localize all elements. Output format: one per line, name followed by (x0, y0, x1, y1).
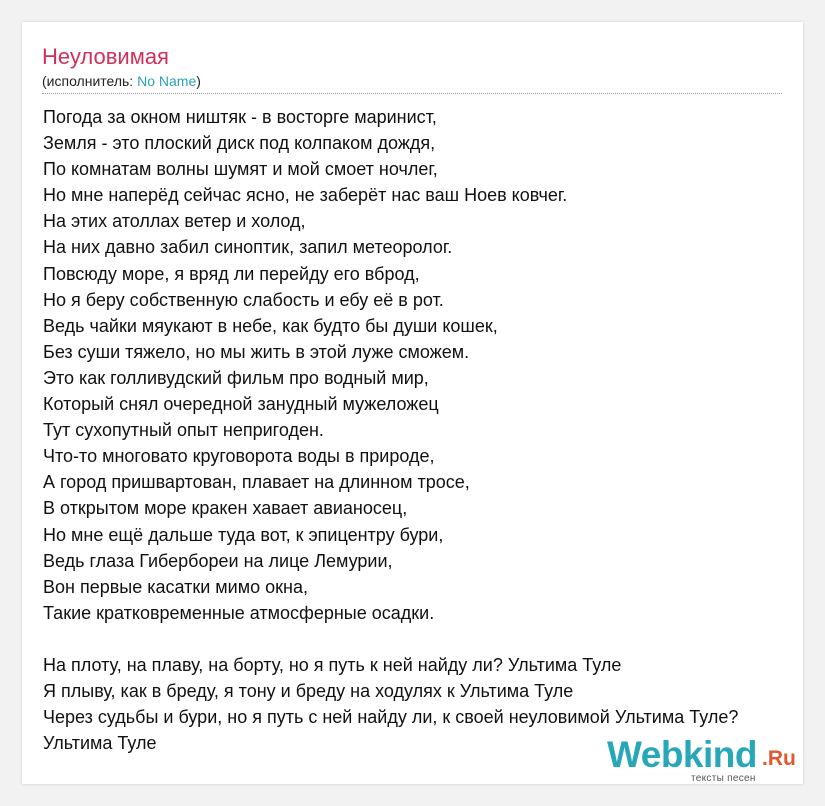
lyrics-line: Повсюду море, я вряд ли перейду его вброд, (43, 263, 420, 284)
artist-line (42, 73, 201, 89)
stanza-gap (43, 626, 803, 652)
artist-prefix: (исполнитель: (42, 73, 138, 89)
lyrics-line: На плоту, на плаву, на борту, но я путь к ней найду ли? Ультима Туле (43, 654, 622, 675)
lyrics-line: А город пришвартован, плавает на длинном тросе, (43, 472, 470, 493)
lyrics-line: Что-то многовато круговорота воды в природе, (43, 446, 435, 467)
lyrics-line: Такие кратковременные атмосферные осадки. (43, 602, 435, 623)
lyrics-card (22, 22, 803, 784)
lyrics-line: На них давно забил синоптик, запил метеоролог. (43, 237, 453, 258)
song-title: Неуловимая (42, 44, 169, 69)
artist-suffix: ) (196, 73, 201, 89)
lyrics-line: Ультима Туле (43, 733, 157, 754)
lyrics-line: Тут сухопутный опыт непригоден. (43, 420, 324, 441)
lyrics-line: Но я беру собственную слабость и ебу её в рот. (43, 289, 444, 310)
lyrics-line: Земля - это плоский диск под колпаком дождя, (43, 133, 436, 154)
lyrics-line: Который снял очередной занудный мужеложец (43, 394, 439, 415)
logo-word: Webkind (607, 734, 757, 775)
lyrics-line: На этих атоллах ветер и холод, (43, 211, 306, 232)
lyrics-text (43, 104, 803, 756)
webkind-logo[interactable] (607, 734, 803, 784)
lyrics-line: Погода за окном ништяк - в восторге маринист, (43, 107, 437, 127)
lyrics-line: В открытом море кракен хавает авианосец, (43, 498, 408, 519)
lyrics-line: Но мне наперёд сейчас ясно, не заберёт нас ваш Ноев ковчег. (43, 185, 568, 206)
lyrics-line: Я плыву, как в бреду, я тону и бреду на ходулях к Ультима Туле (43, 681, 574, 702)
lyrics-line: Вон первые касатки мимо окна, (43, 576, 308, 597)
lyrics-line: Через судьбы и бури, но я путь с ней найду ли, к своей неуловимой Ультима Туле? (43, 707, 739, 728)
lyrics-line: Без суши тяжело, но мы жить в этой луже сможем. (43, 341, 470, 362)
lyrics-line: Это как голливудский фильм про водный мир, (43, 367, 429, 388)
lyrics-line: Ведь чайки мяукают в небе, как будто бы души кошек, (43, 315, 498, 336)
artist-link[interactable]: No Name (137, 73, 197, 89)
lyrics-line: Но мне ещё дальше туда вот, к эпицентру бури, (43, 524, 444, 545)
lyrics-line: Ведь глаза Гибербореи на лице Лемурии, (43, 550, 393, 571)
dotted-divider (42, 93, 782, 94)
lyrics-line: По комнатам волны шумят и мой смоет ночлег, (43, 159, 438, 180)
logo-tagline: тексты песен (691, 773, 756, 784)
logo-tld: .Ru (762, 747, 796, 770)
